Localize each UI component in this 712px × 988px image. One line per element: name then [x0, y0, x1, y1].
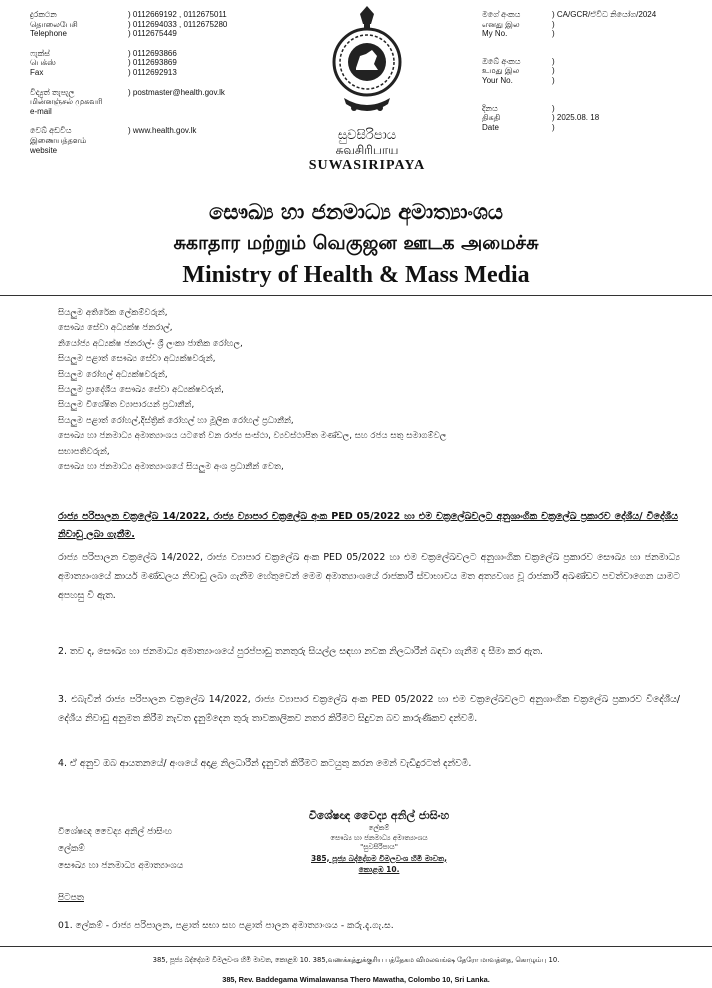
official-stamp	[284, 808, 474, 886]
contact-block	[30, 10, 227, 155]
recipient-line: සෞඛ්‍ය සේවා අධ්‍යක්ෂ ජනරාල්,	[58, 323, 173, 334]
recipient-line: සියලුම පළාත් සෞඛ්‍ය සේවා අධ්‍යක්ෂවරුන්,	[58, 354, 216, 365]
recipient-line: සෞඛ්‍ය හා ජනමාධ්‍ය අමාත්‍යාංශයේ සියලුම අංශ ප්‍රධානීන් වෙත,	[58, 462, 284, 473]
building-name-si: සුවසිරිපාය	[337, 128, 397, 143]
stamp-title: ලේකම්	[368, 824, 390, 832]
building-name	[300, 128, 434, 175]
phone-label-ta: தொலைபேசி	[30, 19, 78, 29]
building-name-en: SUWASIRIPAYA	[308, 158, 426, 173]
fax-label-ta: பெக்ஸ்	[30, 58, 56, 68]
paragraph-2: 2. තව ද, සෞඛ්‍ය හා ජනමාධ්‍ය අමාත්‍යාංශයේ පුරප්පාඩු තනතුරු සියල්ල සඳහා නවක නිලධාරීන් බඳවා ගැනීම ද සීමා කර ඇත.	[58, 646, 543, 657]
recipient-list	[58, 306, 678, 475]
ministry-name-ta: சுகாதார மற்றும் வெகுஜன ஊடக அமைச்சு	[173, 232, 539, 254]
header-divider	[0, 295, 712, 296]
ministry-name-en: Ministry of Health & Mass Media	[182, 262, 530, 288]
your-no-label-ta: உமது இல	[482, 66, 520, 76]
recipient-line: නියෝජ්‍ය අධ්‍යක්ෂ ජනරාල්- ශ්‍රී ලංකා ජාතික රෝහල,	[58, 338, 243, 349]
ministry-name-si: සෞඛ්‍ය හා ජනමාධ්‍ය අමාත්‍යාංශය	[209, 200, 503, 224]
fax-value-3: ) 0112692913	[128, 67, 177, 77]
phone-value-2: ) 0112694033 , 0112675280	[128, 19, 228, 29]
footer-divider	[0, 946, 712, 947]
recipient-line: සියලුම අතිරේක ලේකම්වරුන්,	[58, 308, 168, 318]
recipient-line: සභාපතිවරුන්,	[58, 446, 110, 457]
letter-subject: රාජ්‍ය පරිපාලන චක්‍රලේඛ 14/2022, රාජ්‍ය ව්‍යාපාර චක්‍රලේඛ අංක PED 05/2022 හා එම චක්‍රලේඛවලට අනුශාංගික චක්‍රලේඛ ප්‍රකාරව දේශීය/ විදේශීය නිවාඩු ලබා ගැනීම.	[58, 511, 678, 540]
copy-recipient: 01. ලේකම් - රාජ්‍ය පරිපාලන, පළාත් සභා සහ පළාත් පාලන අමාත්‍යාංශය - කරු.දැ.ගැ.ස.	[58, 920, 394, 931]
stamp-city: කොළඹ 10.	[358, 864, 400, 874]
website-label-si: වෙබ් අඩවිය	[30, 126, 72, 136]
paragraph-4: 4. ඒ අනුව ඔබ ආයතනයේ/ අංශයේ අදාළ නිලධාරීන් දැනුවත් කිරීමට කටයුතු කරන මෙන් වැඩිදුරටත් දන්වමි.	[58, 758, 472, 769]
email-label-en: e-mail	[30, 106, 52, 116]
date-label-ta: திகதி	[482, 113, 501, 123]
your-no-blank-1: )	[552, 56, 555, 66]
my-no-label-si: මගේ අංකය	[482, 10, 521, 19]
your-no-blank-2: )	[552, 66, 555, 76]
footer-address-en: 385, Rev. Baddegama Wimalawansa Thero Mawatha, Colombo 10, Sri Lanka.	[222, 975, 490, 984]
paragraph-1: රාජ්‍ය පරිපාලන චක්‍රලේඛ 14/2022, රාජ්‍ය ව්‍යාපාර චක්‍රලේඛ අංක PED 05/2022 හා එම චක්‍රලේඛවලට අනුශාංගික චක්‍රලේඛ ප්‍රකාරව සෞඛ්‍ය හා ජනමාධ්‍ය අමාත්‍යාංශයේ කාර්ය මණ්ඩලය නිවාඩු ලබා ගැනීම හේතුවෙන් මෙම අමාත්‍යාංශයේ රාජකාරී ස්වාභාවය මත අත්‍යවශ්‍ය වූ රාජකාරී අඛණ්ඩව පවත්වාගෙන යාමට අපහසු වී ඇත.	[58, 552, 680, 601]
phone-value-1: ) 0112669192 , 0112675011	[128, 10, 227, 19]
stamp-address: 385, පූජ්‍ය බද්දේගම විමලවංශ හිමි මාවත,	[311, 853, 447, 863]
recipient-line: සෞඛ්‍ය හා ජනමාධ්‍ය අමාත්‍යාංශය යටතේ වන රාජ්‍ය සංස්ථා, ව්‍යවස්ථාපිත මණ්ඩල, සහ රජය සතු සමාගම්වල	[58, 431, 447, 442]
fax-value-2: ) 0112693869	[128, 58, 177, 68]
sri-lanka-emblem-icon	[330, 4, 404, 124]
phone-label-en: Telephone	[30, 29, 67, 39]
recipient-line: සියලුම රෝහල් අධ්‍යක්ෂවරුන්,	[58, 369, 168, 380]
footer-address-local: 385, පූජ්‍ය බද්දේගම විමලවංශ හිමි මාවත, කොළඹ 10. 385,வணக்கத்துக்குரிய பத்தேகம விமலவங்ஷ தேரோ மாவத்தை, கொழும்பு 10.	[152, 956, 560, 964]
signatory-name: විශේෂඥ වෛද්‍ය අනිල් ජාසිංහ	[58, 827, 172, 837]
recipient-line: සියලුම ප්‍රාදේශීය සෞඛ්‍ය සේවා අධ්‍යක්ෂවරුන්,	[58, 385, 224, 396]
signatory-office: සෞඛ්‍ය හා ජනමාධ්‍ය අමාත්‍යාංශය	[58, 861, 184, 871]
recipient-line: සියලුම පළාත් රෝහල්,දිස්ත්‍රික් රෝහල් හා මූලික රෝහල් ප්‍රධානීන්,	[58, 415, 294, 426]
my-no-value: ) CA/GCR/ඒවිධ නියෝග/2024	[552, 10, 657, 19]
my-no-label-en: My No.	[482, 29, 508, 39]
your-no-blank-3: )	[552, 75, 555, 85]
copies-heading: පිටපත	[58, 893, 84, 903]
date-label-si: දිනය	[482, 103, 498, 113]
website-value: ) www.health.gov.lk	[128, 126, 197, 136]
date-value: ) 2025.08. 18	[552, 113, 600, 123]
stamp-name: විශේෂඥ වෛද්‍ය අනිල් ජාසිංහ	[308, 809, 450, 822]
phone-label-si: දුරකථන	[30, 10, 57, 19]
your-no-label-si: ඔබේ අංකය	[482, 56, 521, 66]
email-label-si: විද්‍යුත් තැපැල	[30, 87, 75, 97]
building-name-ta: சுவசிரிபாய	[335, 143, 399, 157]
date-blank-1: )	[552, 103, 555, 113]
date-label-en: Date	[482, 122, 499, 132]
your-no-label-en: Your No.	[482, 75, 513, 85]
date-blank-2: )	[552, 122, 555, 132]
stamp-building: "සුවසිරිපාය"	[360, 843, 398, 851]
fax-label-si: ෆැක්ස්	[30, 48, 50, 58]
reference-block	[482, 10, 656, 132]
phone-value-3: ) 0112675449	[128, 29, 177, 39]
email-value: ) postmaster@health.gov.lk	[128, 87, 225, 97]
fax-label-en: Fax	[30, 67, 44, 77]
my-no-blank-2: )	[552, 29, 555, 39]
email-label-ta: மின்னஞ்சல் முகவரி	[30, 97, 103, 107]
signatory-title: ලේකම්	[58, 844, 85, 854]
website-label-en: website	[30, 145, 58, 155]
my-no-label-ta: எனது இல	[482, 19, 520, 29]
my-no-blank-1: )	[552, 19, 555, 29]
signatory-block	[58, 824, 183, 875]
stamp-office: සෞඛ්‍ය හා ජනමාධ්‍ය අමාත්‍යාංශය	[330, 833, 428, 842]
recipient-line: සියලුම විශේෂිත ව්‍යාපාරයන් ප්‍රධානීන්,	[58, 400, 195, 411]
website-label-ta: இணையத்தளம்	[30, 135, 87, 145]
fax-value-1: ) 0112693866	[128, 48, 177, 58]
paragraph-3: 3. එබැවින් රාජ්‍ය පරිපාලන චක්‍රලේඛ 14/2022, රාජ්‍ය ව්‍යාපාර චක්‍රලේඛ අංක PED 05/2022 හා එම චක්‍රලේඛවලට අනුශාංගික චක්‍රලේඛ ප්‍රකාරව විදේශීය/ දේශීය නිවාඩු අනුමත කිරීම නැවත දැනුම්දෙන තුරු තාවකාලිකව නතර කිරීමට සිදුවන බව කාරුණිකව දන්වමි.	[58, 694, 680, 724]
